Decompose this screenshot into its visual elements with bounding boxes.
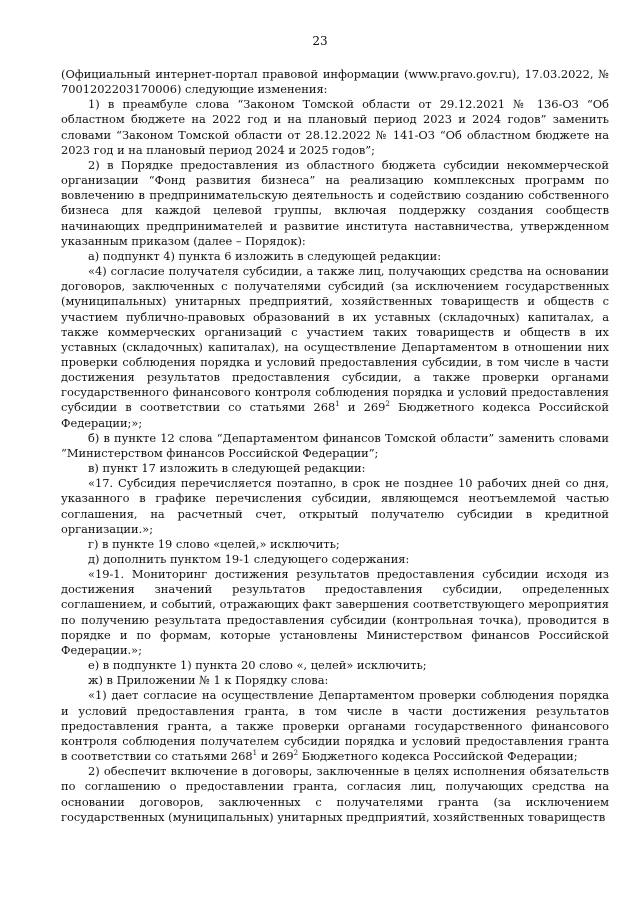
paragraph-1: 1) в преамбуле слова “Законом Томской области от 29.12.2021 № 136-ОЗ “Об областном бюджете на 2022 год и на плановый период 2023 и 2024 годов” заменить словами “Законом Томской области от 28.12.2022 № 141-ОЗ “Об областном бюджете на 2023 год и на плановый период 2024 и 2025 годов”;: [61, 97, 609, 157]
superscript: 1: [335, 400, 340, 409]
paragraph-2b: б) в пункте 12 слова “Департаментом финансов Томской области” заменить словами “Министерством финансов Российской Федерации”;: [61, 430, 609, 460]
text-fragment: Бюджетного кодекса Российской Федерации;: [298, 749, 578, 764]
page-number: 23: [312, 34, 328, 48]
paragraph-quote-1: [61, 688, 609, 764]
paragraph-quote-19-1: «19-1. Мониторинг достижения результатов предоставления субсидии исходя из достижения значений результатов предоставления субсидии, определенных соглашением, и событий, отражающих факт завершения соответствующего мероприятия по получению результата предоставления субсидии (контрольная точка), проводится в порядке и по формам, которые установлены Министерством финансов Российской Федерации.»;: [61, 567, 609, 657]
paragraph-2a: а) подпункт 4) пункта 6 изложить в следующей редакции:: [88, 248, 442, 263]
paragraph-2d: д) дополнить пунктом 19-1 следующего содержания:: [88, 552, 410, 566]
paragraph-intro: (Официальный интернет-портал правовой информации (www.pravo.gov.ru), 17.03.2022, № 7001202203170006) следующие изменения:: [61, 67, 609, 97]
text-fragment: «1) дает согласие на осуществление Департаментом проверки соблюдения порядка и условий предоставления гранта, в том числе в части достижения результатов предоставления гранта, а также проверки органами государственного финансового контроля соблюдения получателем субсидии порядка и условий предоставления гранта в соответствии со статьями 268: [61, 688, 609, 764]
superscript: 2: [293, 749, 299, 758]
superscript: 1: [252, 749, 258, 758]
document-body: [61, 67, 609, 825]
paragraph-quote-17: «17. Субсидия перечисляется поэтапно, в срок не позднее 10 рабочих дней со дня, указанного в графике перечисления субсидии, являющемся неотъемлемой частью соглашения, на расчетный счет, открытый получателю субсидии в кредитной организации.»;: [61, 476, 609, 536]
text-fragment: «4) согласие получателя субсидии, а также лиц, получающих средства на основании договоров, заключенных с получателями субсидий (за исключением государственных (муниципальных) унитарных предприятий, хозяйственных товариществ и обществ с участием публично-правовых образований в их уставных (складочных) капиталах, а также коммерческих организаций с участием таких товариществ и обществ в их уставных (складочных) капиталах), на осуществление Департаментом в отношении них проверки соблюдения порядка и условий предоставления субсидии, в том числе в части достижения результатов предоставления субсидии, а также проверки органами государственного финансового контроля соблюдения порядка и условий предоставления субсидии в соответствии со статьями 268: [61, 264, 609, 415]
paragraph-2g: г) в пункте 19 слово «целей,» исключить;: [88, 536, 340, 551]
paragraph-2zh: ж) в Приложении № 1 к Порядку слова:: [88, 673, 329, 688]
paragraph-2e: е) в подпункте 1) пункта 20 слово «, целей» исключить;: [88, 658, 427, 673]
text-fragment: и 269: [257, 749, 294, 764]
paragraph-2v: в) пункт 17 изложить в следующей редакции:: [88, 461, 366, 476]
text-fragment: и 269: [339, 400, 386, 415]
paragraph-quote-2: 2) обеспечит включение в договоры, заключенные в целях исполнения обязательств по соглашению о предоставлении гранта, согласия лиц, получающих средства на основании договоров, заключенных с получателями гранта (за исключением государственных (муниципальных) унитарных предприятий, хозяйственных товариществ: [61, 764, 609, 824]
paragraph-2: 2) в Порядке предоставления из областного бюджета субсидии некоммерческой организации “Фонд развития бизнеса” на реализацию комплексных программ по вовлечению в предпринимательскую деятельность и содействию созданию собственного бизнеса для каждой целевой группы, включая поддержку создания сообществ начинающих предпринимателей и развитие института наставничества, утвержденном указанным приказом (далее – Порядок):: [61, 157, 609, 248]
paragraph-quote-4: [61, 264, 609, 431]
text-fragment: Бюджетного кодекса Российской Федерации;»;: [61, 400, 609, 430]
superscript: 2: [385, 400, 390, 409]
